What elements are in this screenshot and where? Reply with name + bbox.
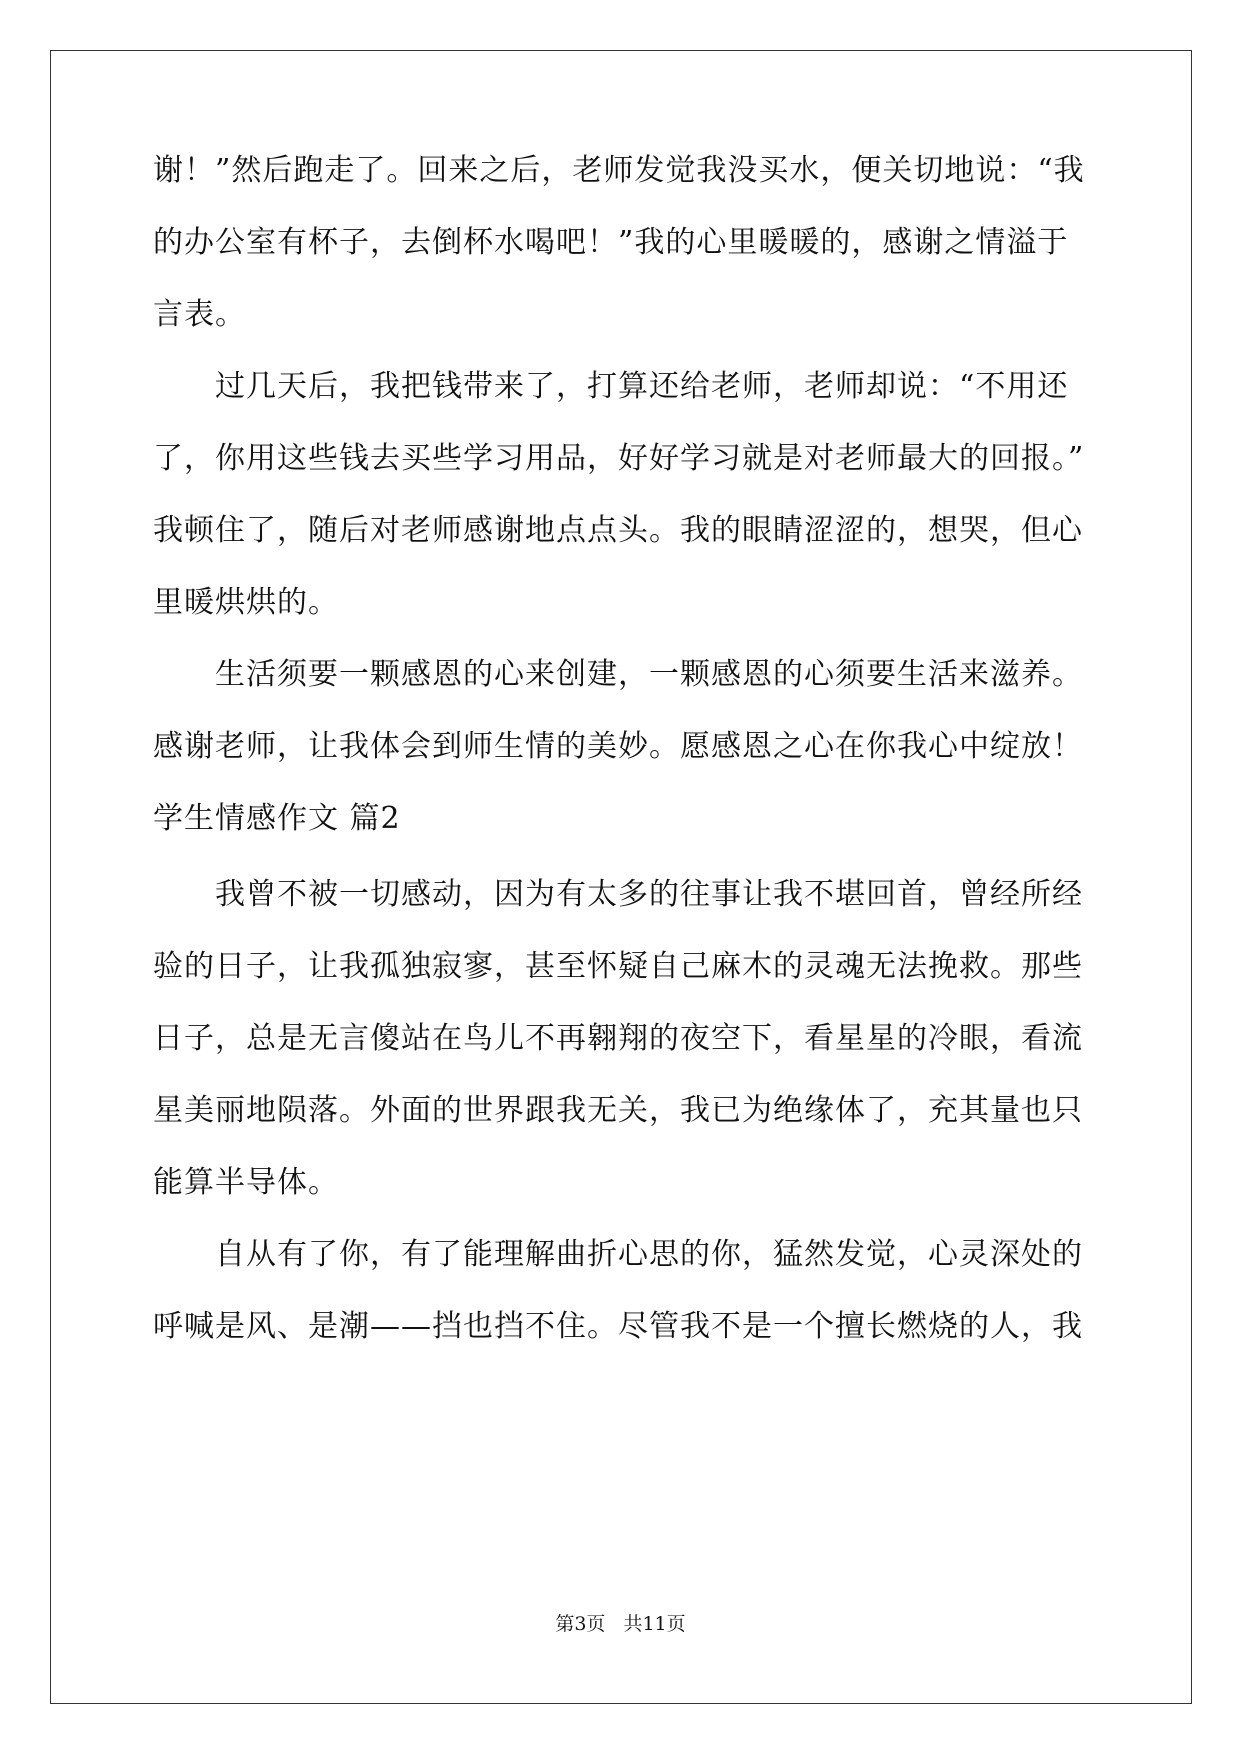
page-total: 共11页 <box>623 1613 686 1635</box>
text-line-11: 我曾不被一切感动，因为有太多的往事让我不堪回首，曾经所经 <box>215 877 1083 912</box>
page-number: 第3页 <box>555 1613 606 1635</box>
page-footer <box>0 1612 1241 1636</box>
section-heading: 学生情感作文 篇2 <box>153 801 401 836</box>
text-line-5: 了，你用这些钱去买些学习用品，好好学习就是对老师最大的回报。” <box>153 441 1085 476</box>
text-line-17: 呼喊是风、是潮——挡也挡不住。尽管我不是一个擅长燃烧的人，我 <box>153 1309 1083 1344</box>
text-line-14: 星美丽地陨落。外面的世界跟我无关，我已为绝缘体了，充其量也只 <box>153 1093 1083 1128</box>
text-line-8: 生活须要一颗感恩的心来创建，一颗感恩的心须要生活来滋养。 <box>215 657 1083 692</box>
text-line-4: 过几天后，我把钱带来了，打算还给老师，老师却说：“不用还 <box>215 369 1069 404</box>
text-line-1: 谢！”然后跑走了。回来之后，老师发觉我没买水，便关切地说：“我 <box>153 153 1085 188</box>
text-line-12: 验的日子，让我孤独寂寥，甚至怀疑自己麻木的灵魂无法挽救。那些 <box>153 949 1083 984</box>
text-line-2: 的办公室有杯子，去倒杯水喝吧！”我的心里暖暖的，感谢之情溢于 <box>153 225 1069 260</box>
text-line-15: 能算半导体。 <box>153 1165 339 1200</box>
text-line-9: 感谢老师，让我体会到师生情的美妙。愿感恩之心在你我心中绽放！ <box>153 729 1083 764</box>
text-line-7: 里暖烘烘的。 <box>153 585 339 620</box>
text-line-3: 言表。 <box>153 297 246 332</box>
text-line-6: 我顿住了，随后对老师感谢地点点头。我的眼睛涩涩的，想哭，但心 <box>153 513 1083 548</box>
text-line-13: 日子，总是无言傻站在鸟儿不再翱翔的夜空下，看星星的冷眼，看流 <box>153 1021 1083 1056</box>
text-line-16: 自从有了你，有了能理解曲折心思的你，猛然发觉，心灵深处的 <box>215 1237 1083 1272</box>
